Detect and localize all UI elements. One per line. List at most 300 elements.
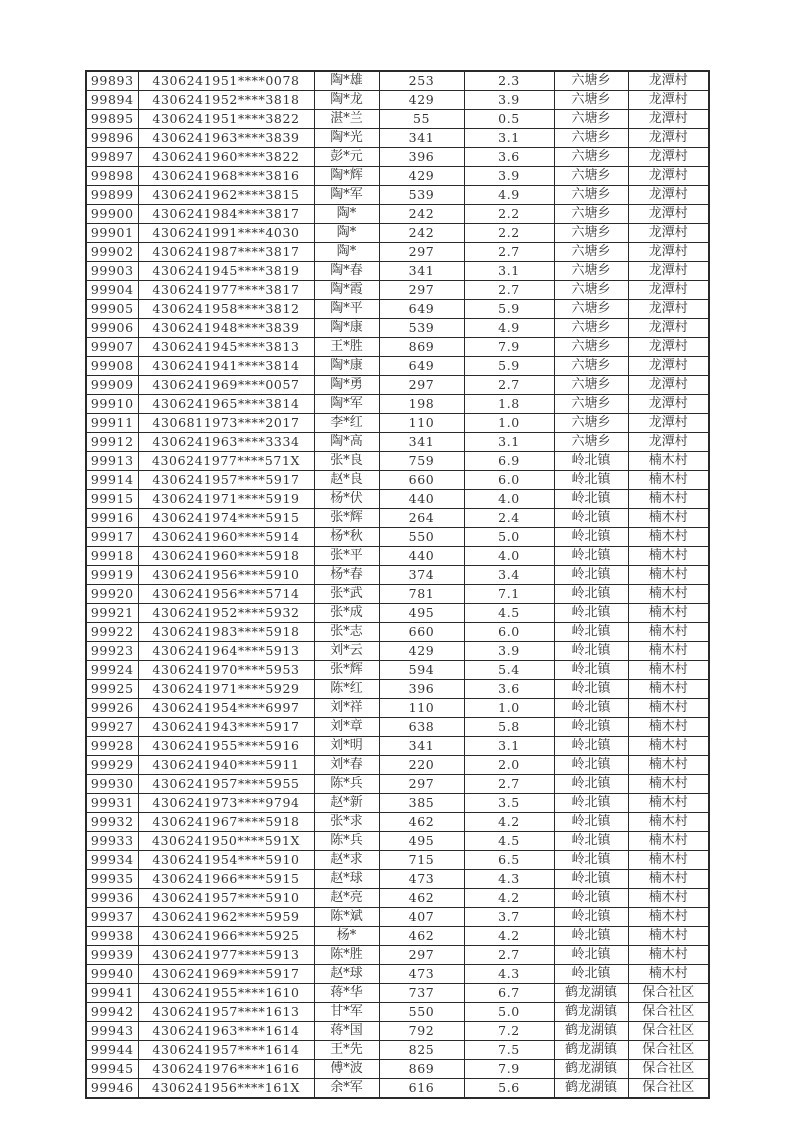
sequence-cell: 99931: [86, 794, 138, 813]
table-row: [86, 452, 709, 471]
id-number-cell: 4306241956****5714: [138, 585, 314, 604]
name-cell: 陶*康: [314, 357, 379, 376]
name-cell: 王*胜: [314, 338, 379, 357]
township-cell: 岭北镇: [554, 509, 628, 528]
id-number-cell: 4306241960****5918: [138, 547, 314, 566]
table-row: [86, 186, 709, 205]
amount-cell: 440: [379, 490, 464, 509]
sequence-cell: 99912: [86, 433, 138, 452]
village-cell: 楠木村: [628, 870, 709, 889]
village-cell: 楠木村: [628, 547, 709, 566]
rate-cell: 7.5: [464, 1041, 554, 1060]
village-cell: 楠木村: [628, 718, 709, 737]
township-cell: 岭北镇: [554, 870, 628, 889]
name-cell: 王*先: [314, 1041, 379, 1060]
name-cell: 傅*波: [314, 1060, 379, 1079]
township-cell: 鹤龙湖镇: [554, 1060, 628, 1079]
amount-cell: 638: [379, 718, 464, 737]
sequence-cell: 99934: [86, 851, 138, 870]
township-cell: 岭北镇: [554, 927, 628, 946]
id-number-cell: 4306241987****3817: [138, 243, 314, 262]
sequence-cell: 99900: [86, 205, 138, 224]
sequence-cell: 99936: [86, 889, 138, 908]
township-cell: 六塘乡: [554, 71, 628, 91]
amount-cell: 473: [379, 965, 464, 984]
amount-cell: 825: [379, 1041, 464, 1060]
rate-cell: 3.5: [464, 794, 554, 813]
name-cell: 陶*高: [314, 433, 379, 452]
sequence-cell: 99944: [86, 1041, 138, 1060]
amount-cell: 264: [379, 509, 464, 528]
id-number-cell: 4306241950****591X: [138, 832, 314, 851]
sequence-cell: 99943: [86, 1022, 138, 1041]
sequence-cell: 99909: [86, 376, 138, 395]
township-cell: 六塘乡: [554, 205, 628, 224]
name-cell: 蒋*华: [314, 984, 379, 1003]
township-cell: 岭北镇: [554, 452, 628, 471]
amount-cell: 385: [379, 794, 464, 813]
id-number-cell: 4306241945****3819: [138, 262, 314, 281]
amount-cell: 341: [379, 737, 464, 756]
village-cell: 楠木村: [628, 661, 709, 680]
village-cell: 龙潭村: [628, 148, 709, 167]
rate-cell: 3.4: [464, 566, 554, 585]
name-cell: 赵*新: [314, 794, 379, 813]
name-cell: 张*武: [314, 585, 379, 604]
amount-cell: 341: [379, 433, 464, 452]
village-cell: 楠木村: [628, 566, 709, 585]
rate-cell: 5.0: [464, 528, 554, 547]
village-cell: 楠木村: [628, 946, 709, 965]
amount-cell: 869: [379, 338, 464, 357]
sequence-cell: 99907: [86, 338, 138, 357]
table-row: [86, 642, 709, 661]
name-cell: 刘*春: [314, 756, 379, 775]
sequence-cell: 99913: [86, 452, 138, 471]
rate-cell: 2.4: [464, 509, 554, 528]
village-cell: 龙潭村: [628, 129, 709, 148]
township-cell: 六塘乡: [554, 281, 628, 300]
township-cell: 六塘乡: [554, 186, 628, 205]
village-cell: 楠木村: [628, 699, 709, 718]
village-cell: 龙潭村: [628, 186, 709, 205]
rate-cell: 6.9: [464, 452, 554, 471]
name-cell: 张*求: [314, 813, 379, 832]
id-number-cell: 4306241964****5913: [138, 642, 314, 661]
village-cell: 保合社区: [628, 1003, 709, 1022]
table-row: [86, 927, 709, 946]
table-row: [86, 756, 709, 775]
name-cell: 陶*春: [314, 262, 379, 281]
id-number-cell: 4306241991****4030: [138, 224, 314, 243]
rate-cell: 3.7: [464, 908, 554, 927]
beneficiary-table: [85, 70, 710, 1099]
amount-cell: 407: [379, 908, 464, 927]
rate-cell: 4.2: [464, 889, 554, 908]
village-cell: 保合社区: [628, 1079, 709, 1099]
rate-cell: 5.0: [464, 1003, 554, 1022]
table-row: [86, 281, 709, 300]
name-cell: 陶*平: [314, 300, 379, 319]
township-cell: 鹤龙湖镇: [554, 1003, 628, 1022]
name-cell: 杨*春: [314, 566, 379, 585]
township-cell: 岭北镇: [554, 889, 628, 908]
township-cell: 鹤龙湖镇: [554, 1022, 628, 1041]
rate-cell: 4.3: [464, 965, 554, 984]
sequence-cell: 99899: [86, 186, 138, 205]
name-cell: 陈*兵: [314, 775, 379, 794]
name-cell: 赵*求: [314, 851, 379, 870]
village-cell: 龙潭村: [628, 243, 709, 262]
rate-cell: 2.7: [464, 376, 554, 395]
rate-cell: 2.3: [464, 71, 554, 91]
table-row: [86, 889, 709, 908]
sequence-cell: 99935: [86, 870, 138, 889]
id-number-cell: 4306241963****3334: [138, 433, 314, 452]
sequence-cell: 99923: [86, 642, 138, 661]
township-cell: 岭北镇: [554, 661, 628, 680]
village-cell: 龙潭村: [628, 262, 709, 281]
sequence-cell: 99925: [86, 680, 138, 699]
township-cell: 岭北镇: [554, 471, 628, 490]
rate-cell: 3.1: [464, 262, 554, 281]
sequence-cell: 99910: [86, 395, 138, 414]
id-number-cell: 4306241955****5916: [138, 737, 314, 756]
sequence-cell: 99904: [86, 281, 138, 300]
amount-cell: 594: [379, 661, 464, 680]
id-number-cell: 4306241962****3815: [138, 186, 314, 205]
amount-cell: 341: [379, 262, 464, 281]
amount-cell: 462: [379, 889, 464, 908]
rate-cell: 2.2: [464, 205, 554, 224]
village-cell: 龙潭村: [628, 338, 709, 357]
rate-cell: 2.7: [464, 243, 554, 262]
village-cell: 楠木村: [628, 927, 709, 946]
township-cell: 六塘乡: [554, 243, 628, 262]
table-row: [86, 851, 709, 870]
rate-cell: 2.0: [464, 756, 554, 775]
amount-cell: 660: [379, 623, 464, 642]
id-number-cell: 4306241965****3814: [138, 395, 314, 414]
sequence-cell: 99920: [86, 585, 138, 604]
village-cell: 楠木村: [628, 908, 709, 927]
id-number-cell: 4306241970****5953: [138, 661, 314, 680]
rate-cell: 0.5: [464, 110, 554, 129]
township-cell: 岭北镇: [554, 737, 628, 756]
id-number-cell: 4306241956****5910: [138, 566, 314, 585]
township-cell: 六塘乡: [554, 224, 628, 243]
name-cell: 甘*军: [314, 1003, 379, 1022]
id-number-cell: 4306241966****5925: [138, 927, 314, 946]
amount-cell: 297: [379, 946, 464, 965]
amount-cell: 297: [379, 775, 464, 794]
table-row: [86, 490, 709, 509]
id-number-cell: 4306241955****1610: [138, 984, 314, 1003]
village-cell: 楠木村: [628, 889, 709, 908]
township-cell: 岭北镇: [554, 718, 628, 737]
name-cell: 彭*元: [314, 148, 379, 167]
name-cell: 刘*章: [314, 718, 379, 737]
id-number-cell: 4306241957****5917: [138, 471, 314, 490]
township-cell: 鹤龙湖镇: [554, 1079, 628, 1099]
sequence-cell: 99946: [86, 1079, 138, 1099]
name-cell: 余*军: [314, 1079, 379, 1099]
village-cell: 楠木村: [628, 794, 709, 813]
name-cell: 陈*胜: [314, 946, 379, 965]
village-cell: 龙潭村: [628, 167, 709, 186]
table-row: [86, 1041, 709, 1060]
id-number-cell: 4306241984****3817: [138, 205, 314, 224]
id-number-cell: 4306241962****5959: [138, 908, 314, 927]
name-cell: 赵*球: [314, 870, 379, 889]
id-number-cell: 4306241956****161X: [138, 1079, 314, 1099]
rate-cell: 7.9: [464, 338, 554, 357]
sequence-cell: 99938: [86, 927, 138, 946]
village-cell: 楠木村: [628, 585, 709, 604]
sequence-cell: 99895: [86, 110, 138, 129]
township-cell: 岭北镇: [554, 908, 628, 927]
table-body: [86, 71, 709, 1098]
id-number-cell: 4306241971****5929: [138, 680, 314, 699]
township-cell: 六塘乡: [554, 338, 628, 357]
name-cell: 赵*亮: [314, 889, 379, 908]
sequence-cell: 99932: [86, 813, 138, 832]
table-row: [86, 509, 709, 528]
table-row: [86, 1022, 709, 1041]
township-cell: 六塘乡: [554, 357, 628, 376]
id-number-cell: 4306241960****3822: [138, 148, 314, 167]
table-row: [86, 167, 709, 186]
township-cell: 岭北镇: [554, 642, 628, 661]
sequence-cell: 99928: [86, 737, 138, 756]
village-cell: 楠木村: [628, 851, 709, 870]
amount-cell: 297: [379, 243, 464, 262]
amount-cell: 495: [379, 832, 464, 851]
table-row: [86, 566, 709, 585]
id-number-cell: 4306241977****3817: [138, 281, 314, 300]
township-cell: 六塘乡: [554, 110, 628, 129]
amount-cell: 253: [379, 71, 464, 91]
sequence-cell: 99908: [86, 357, 138, 376]
table-row: [86, 737, 709, 756]
rate-cell: 3.6: [464, 680, 554, 699]
sequence-cell: 99945: [86, 1060, 138, 1079]
amount-cell: 297: [379, 376, 464, 395]
township-cell: 六塘乡: [554, 167, 628, 186]
amount-cell: 781: [379, 585, 464, 604]
amount-cell: 616: [379, 1079, 464, 1099]
amount-cell: 374: [379, 566, 464, 585]
village-cell: 楠木村: [628, 832, 709, 851]
id-number-cell: 4306241977****5913: [138, 946, 314, 965]
rate-cell: 7.1: [464, 585, 554, 604]
name-cell: 湛*兰: [314, 110, 379, 129]
id-number-cell: 4306241960****5914: [138, 528, 314, 547]
rate-cell: 5.6: [464, 1079, 554, 1099]
amount-cell: 220: [379, 756, 464, 775]
amount-cell: 649: [379, 357, 464, 376]
rate-cell: 4.2: [464, 927, 554, 946]
rate-cell: 4.2: [464, 813, 554, 832]
township-cell: 六塘乡: [554, 319, 628, 338]
table-row: [86, 357, 709, 376]
name-cell: 杨*秋: [314, 528, 379, 547]
amount-cell: 198: [379, 395, 464, 414]
rate-cell: 5.9: [464, 357, 554, 376]
sequence-cell: 99906: [86, 319, 138, 338]
name-cell: 陶*康: [314, 319, 379, 338]
township-cell: 岭北镇: [554, 699, 628, 718]
name-cell: 陶*: [314, 205, 379, 224]
township-cell: 鹤龙湖镇: [554, 1041, 628, 1060]
sequence-cell: 99915: [86, 490, 138, 509]
rate-cell: 4.9: [464, 186, 554, 205]
rate-cell: 6.7: [464, 984, 554, 1003]
village-cell: 楠木村: [628, 737, 709, 756]
amount-cell: 539: [379, 319, 464, 338]
sequence-cell: 99916: [86, 509, 138, 528]
rate-cell: 5.9: [464, 300, 554, 319]
village-cell: 龙潭村: [628, 414, 709, 433]
name-cell: 陈*斌: [314, 908, 379, 927]
township-cell: 鹤龙湖镇: [554, 984, 628, 1003]
village-cell: 保合社区: [628, 984, 709, 1003]
table-row: [86, 585, 709, 604]
sequence-cell: 99893: [86, 71, 138, 91]
rate-cell: 1.8: [464, 395, 554, 414]
township-cell: 六塘乡: [554, 129, 628, 148]
amount-cell: 462: [379, 813, 464, 832]
name-cell: 赵*良: [314, 471, 379, 490]
id-number-cell: 4306241966****5915: [138, 870, 314, 889]
amount-cell: 737: [379, 984, 464, 1003]
village-cell: 龙潭村: [628, 433, 709, 452]
amount-cell: 297: [379, 281, 464, 300]
rate-cell: 4.9: [464, 319, 554, 338]
name-cell: 陶*光: [314, 129, 379, 148]
name-cell: 张*辉: [314, 661, 379, 680]
rate-cell: 3.1: [464, 737, 554, 756]
rate-cell: 3.9: [464, 91, 554, 110]
name-cell: 张*成: [314, 604, 379, 623]
township-cell: 岭北镇: [554, 490, 628, 509]
name-cell: 张*辉: [314, 509, 379, 528]
id-number-cell: 4306241957****5955: [138, 775, 314, 794]
sequence-cell: 99894: [86, 91, 138, 110]
table-row: [86, 1060, 709, 1079]
id-number-cell: 4306241945****3813: [138, 338, 314, 357]
id-number-cell: 4306241957****1613: [138, 1003, 314, 1022]
table-row: [86, 623, 709, 642]
township-cell: 岭北镇: [554, 794, 628, 813]
table-row: [86, 338, 709, 357]
township-cell: 六塘乡: [554, 414, 628, 433]
table-row: [86, 471, 709, 490]
name-cell: 李*红: [314, 414, 379, 433]
amount-cell: 429: [379, 642, 464, 661]
sequence-cell: 99911: [86, 414, 138, 433]
id-number-cell: 4306241951****3822: [138, 110, 314, 129]
table-row: [86, 528, 709, 547]
table-row: [86, 813, 709, 832]
village-cell: 楠木村: [628, 775, 709, 794]
rate-cell: 4.5: [464, 832, 554, 851]
rate-cell: 5.4: [464, 661, 554, 680]
village-cell: 龙潭村: [628, 376, 709, 395]
id-number-cell: 4306811973****2017: [138, 414, 314, 433]
amount-cell: 715: [379, 851, 464, 870]
rate-cell: 3.1: [464, 433, 554, 452]
id-number-cell: 4306241974****5915: [138, 509, 314, 528]
village-cell: 楠木村: [628, 623, 709, 642]
amount-cell: 550: [379, 528, 464, 547]
table-row: [86, 1079, 709, 1099]
amount-cell: 396: [379, 680, 464, 699]
id-number-cell: 4306241954****5910: [138, 851, 314, 870]
name-cell: 陶*: [314, 243, 379, 262]
amount-cell: 869: [379, 1060, 464, 1079]
table-row: [86, 433, 709, 452]
township-cell: 岭北镇: [554, 832, 628, 851]
table-row: [86, 946, 709, 965]
township-cell: 六塘乡: [554, 148, 628, 167]
table-row: [86, 414, 709, 433]
rate-cell: 4.0: [464, 490, 554, 509]
table-row: [86, 604, 709, 623]
township-cell: 岭北镇: [554, 680, 628, 699]
village-cell: 龙潭村: [628, 319, 709, 338]
name-cell: 赵*球: [314, 965, 379, 984]
township-cell: 岭北镇: [554, 623, 628, 642]
sequence-cell: 99898: [86, 167, 138, 186]
township-cell: 岭北镇: [554, 756, 628, 775]
rate-cell: 3.9: [464, 642, 554, 661]
table-row: [86, 680, 709, 699]
township-cell: 岭北镇: [554, 528, 628, 547]
amount-cell: 462: [379, 927, 464, 946]
id-number-cell: 4306241973****9794: [138, 794, 314, 813]
rate-cell: 4.3: [464, 870, 554, 889]
sequence-cell: 99929: [86, 756, 138, 775]
table-row: [86, 129, 709, 148]
sequence-cell: 99940: [86, 965, 138, 984]
id-number-cell: 4306241951****0078: [138, 71, 314, 91]
table-row: [86, 547, 709, 566]
amount-cell: 429: [379, 167, 464, 186]
name-cell: 张*志: [314, 623, 379, 642]
id-number-cell: 4306241957****1614: [138, 1041, 314, 1060]
village-cell: 楠木村: [628, 813, 709, 832]
name-cell: 陶*军: [314, 186, 379, 205]
id-number-cell: 4306241963****1614: [138, 1022, 314, 1041]
sequence-cell: 99918: [86, 547, 138, 566]
id-number-cell: 4306241967****5918: [138, 813, 314, 832]
name-cell: 陶*辉: [314, 167, 379, 186]
township-cell: 岭北镇: [554, 585, 628, 604]
amount-cell: 429: [379, 91, 464, 110]
sequence-cell: 99941: [86, 984, 138, 1003]
table-row: [86, 148, 709, 167]
village-cell: 楠木村: [628, 604, 709, 623]
name-cell: 陈*兵: [314, 832, 379, 851]
village-cell: 楠木村: [628, 756, 709, 775]
rate-cell: 1.0: [464, 699, 554, 718]
village-cell: 楠木村: [628, 452, 709, 471]
village-cell: 龙潭村: [628, 205, 709, 224]
village-cell: 保合社区: [628, 1022, 709, 1041]
village-cell: 龙潭村: [628, 91, 709, 110]
village-cell: 保合社区: [628, 1041, 709, 1060]
